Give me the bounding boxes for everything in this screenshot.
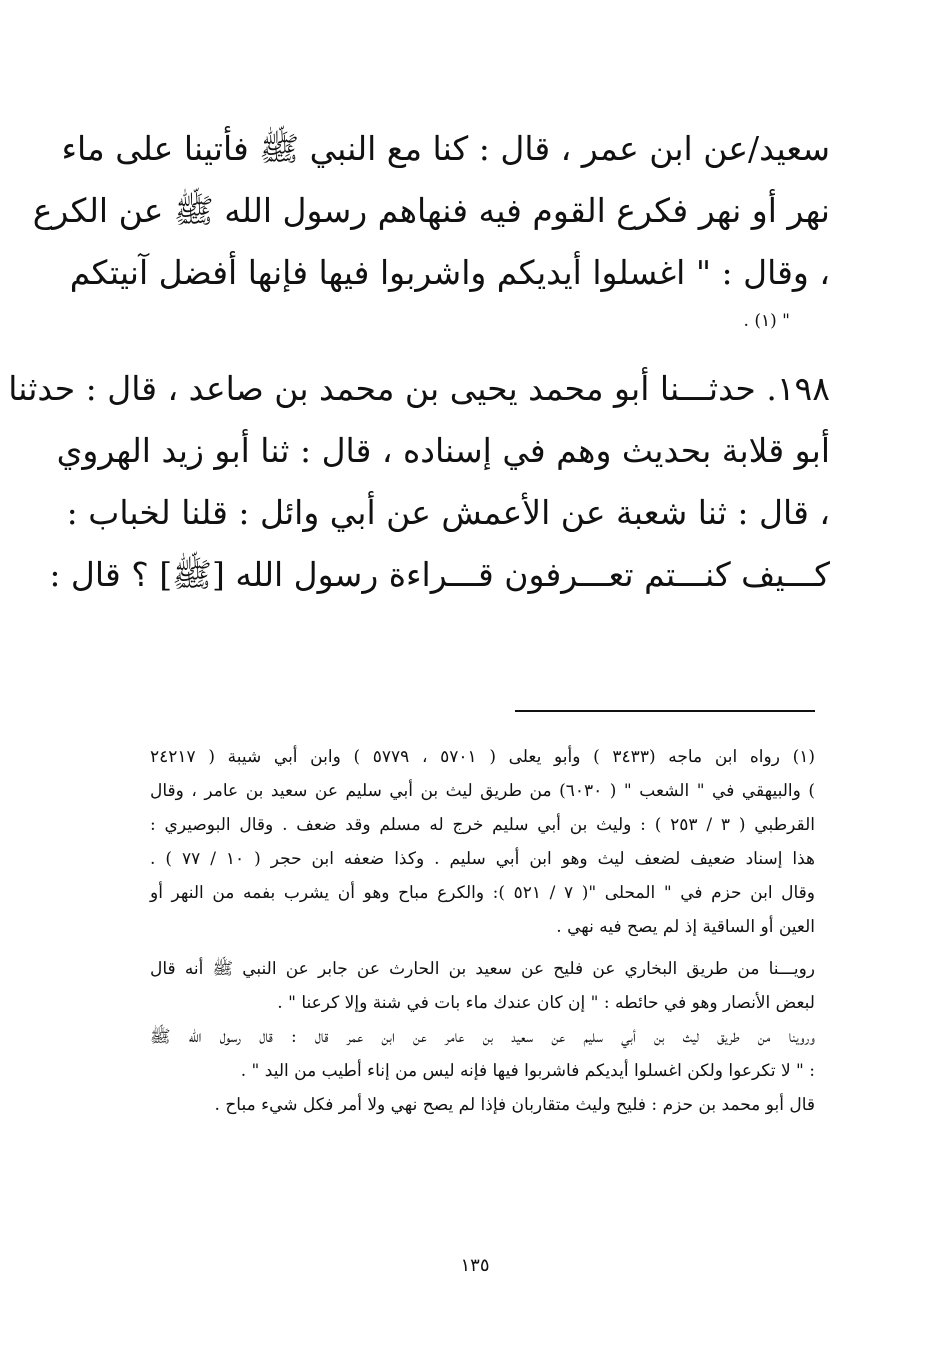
text-line: ، وقال : " اغسلوا أيديكم واشربوا فيها فإنها أفضل آنيتكم bbox=[69, 253, 830, 292]
footnote-divider bbox=[515, 710, 815, 712]
footnote-line: قال أبو محمد بن حزم : فليح وليث متقاربان فإذا لم يصح نهي ولا أمر فكل شيء مباح . bbox=[214, 1095, 815, 1115]
footnote-line: القرطبي ( ٣ / ٢٥٣ ) : وليث بن أبي سليم خرج له مسلم وقد ضعف . وقال البوصيري : bbox=[150, 815, 815, 835]
footnote-line: هذا إسناد ضعيف لضعف ليث وهو ابن أبي سليم . وكذا ضعفه ابن حجر ( ١٠ / ٧٧ ) . bbox=[150, 849, 815, 869]
footnote-line: رويـــنا من طريق البخاري عن فليح عن سعيد بن الحارث عن جابر عن النبي ﷺ أنه قال bbox=[150, 959, 815, 979]
text-line-footnote-ref: " (١) . bbox=[743, 311, 790, 331]
text-line: أبو قلابة بحديث وهم في إسناده ، قال : ثنا أبو زيد الهروي bbox=[56, 431, 830, 470]
paragraph-gap bbox=[150, 338, 830, 358]
footnote-line: (١) رواه ابن ماجه (٣٤٣٣ ) وأبو يعلى ( ٥٧٠١ ، ٥٧٧٩ ) وابن أبي شيبة ( ٢٤٢١٧ bbox=[150, 747, 816, 767]
text-line: سعيد/عن ابن عمر ، قال : كنا مع النبي ﷺ فأتينا على ماء bbox=[61, 129, 830, 168]
footnote-line: وقال ابن حزم في " المحلى "( ٧ / ٥٢١ ): والكرع مباح وهو أن يشرب بفمه من النهر أو bbox=[150, 883, 815, 903]
footnote-line: وروينا من طريق ليث بن أبي سليم عن سعيد بن عامر عن ابن عمر قال : قال رسول الله ﷺ bbox=[150, 1027, 815, 1047]
footnote-line: ) والبيهقي في " الشعب " ( ٦٠٣٠) من طريق ليث بن أبي سليم عن سعيد بن عامر ، وقال bbox=[150, 781, 815, 801]
footnotes bbox=[150, 740, 815, 1122]
footnote-line: العين أو الساقية إذ لم يصح فيه نهي . bbox=[556, 917, 815, 937]
footnote-gap bbox=[150, 944, 815, 952]
text-line: كـــيف كنـــتم تعـــرفون قـــراءة رسول الله [ﷺ] ؟ قال : bbox=[49, 555, 830, 594]
page-number: ١٣٥ bbox=[460, 1255, 490, 1276]
main-text bbox=[8, 118, 830, 606]
hadith-198-line: ١٩٨. حدثـــنا أبو محمد يحيى بن محمد بن صاعد ، قال : حدثنا bbox=[8, 369, 830, 408]
text-line: ، قال : ثنا شعبة عن الأعمش عن أبي وائل : قلنا لخباب : bbox=[66, 493, 830, 532]
footnote-line: لبعض الأنصار وهو في حائطه : " إن كان عندك ماء بات في شنة وإلا كرعنا " . bbox=[277, 993, 815, 1013]
text-line: نهر أو نهر فكرع القوم فيه فنهاهم رسول الله ﷺ عن الكرع bbox=[32, 191, 830, 230]
footnote-line: : " لا تكرعوا ولكن اغسلوا أيديكم فاشربوا فيها فإنه ليس من إناء أطيب من اليد " . bbox=[240, 1061, 815, 1081]
